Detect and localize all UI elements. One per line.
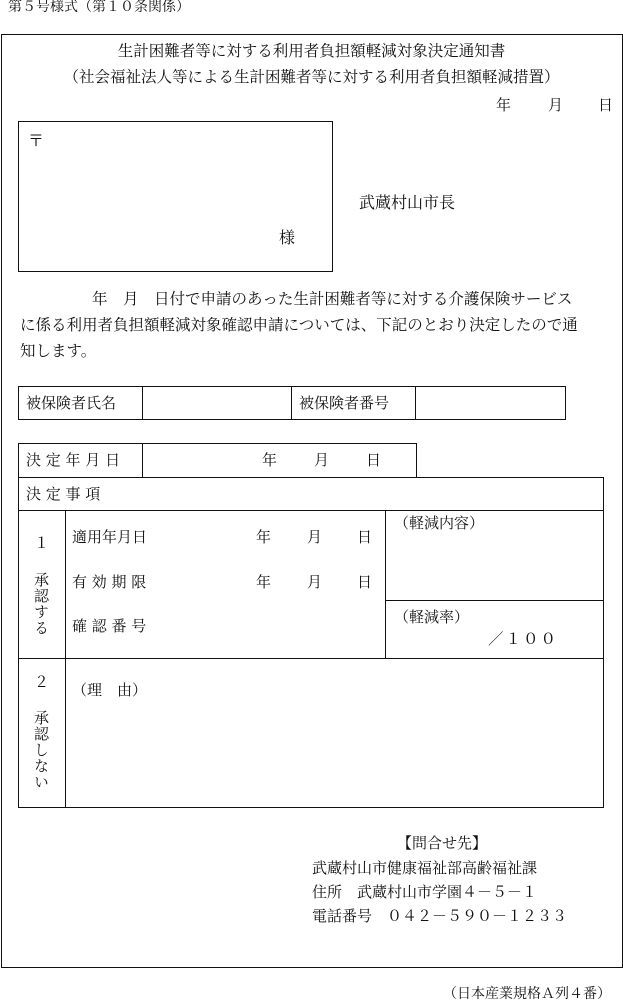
decision-date-month: 月 — [314, 451, 330, 469]
approve-label: 承認する — [32, 572, 50, 636]
confirm-number-label: 確 認 番 号 — [72, 617, 147, 635]
decision-items-label: 決 定 事 項 — [26, 485, 101, 503]
valid-period-month: 月 — [307, 573, 323, 591]
form-number: 第５号様式（第１０条関係） — [8, 0, 190, 15]
document-subtitle: （社会福祉法人等による生計困難者等に対する利用者負担額軽減措置） — [63, 68, 560, 86]
postal-mark: 〒 — [28, 131, 45, 150]
insured-name-field[interactable] — [143, 387, 290, 419]
reduction-rate-suffix: ／１００ — [488, 630, 559, 648]
valid-period-day: 日 — [357, 573, 373, 591]
date-month: 月 — [548, 96, 564, 114]
body-text-line-2: に係る利用者負担額軽減対象確認申請については、下記のとおり決定したので通 — [20, 316, 578, 334]
deny-label: 承認しない — [32, 710, 50, 790]
decision-date-year: 年 — [262, 451, 278, 469]
reason-label: （理 由） — [72, 681, 148, 699]
decision-date-day: 日 — [366, 451, 382, 469]
contact-address: 住所 武蔵村山市学園４－５－１ — [312, 883, 538, 901]
contact-phone: 電話番号 ０４２－５９０－１２３３ — [312, 907, 568, 925]
decision-date-label: 決 定 年 月 日 — [26, 451, 121, 469]
apply-date-label: 適用年月日 — [72, 528, 148, 546]
apply-date-year: 年 — [256, 528, 272, 546]
honorific: 様 — [279, 228, 296, 247]
date-year: 年 — [496, 96, 512, 114]
insured-name-label: 被保険者氏名 — [26, 394, 117, 412]
valid-period-year: 年 — [256, 573, 272, 591]
contact-heading: 【問合せ先】 — [397, 834, 488, 852]
document-title: 生計困難者等に対する利用者負担額軽減対象決定通知書 — [117, 42, 506, 60]
body-text-line-1: 年 月 日付で申請のあった生計困難者等に対する介護保険サービス — [92, 290, 573, 308]
issuer: 武蔵村山市長 — [359, 193, 456, 212]
paper-size-note: （日本産業規格Ａ列４番） — [443, 986, 611, 1002]
apply-date-day: 日 — [357, 528, 373, 546]
address-box — [18, 121, 333, 272]
reduction-content-label: （軽減内容） — [394, 514, 485, 532]
insured-number-label: 被保険者番号 — [299, 394, 390, 412]
insured-number-field[interactable] — [416, 387, 564, 419]
apply-date-month: 月 — [307, 528, 323, 546]
approve-number: １ — [34, 534, 50, 552]
contact-department: 武蔵村山市健康福祉部高齢福祉課 — [312, 859, 538, 877]
valid-period-label: 有 効 期 限 — [72, 573, 147, 591]
date-day: 日 — [598, 96, 614, 114]
reduction-rate-label: （軽減率） — [394, 608, 470, 626]
body-text-line-3: 知します。 — [20, 342, 97, 360]
deny-number: ２ — [34, 673, 50, 691]
